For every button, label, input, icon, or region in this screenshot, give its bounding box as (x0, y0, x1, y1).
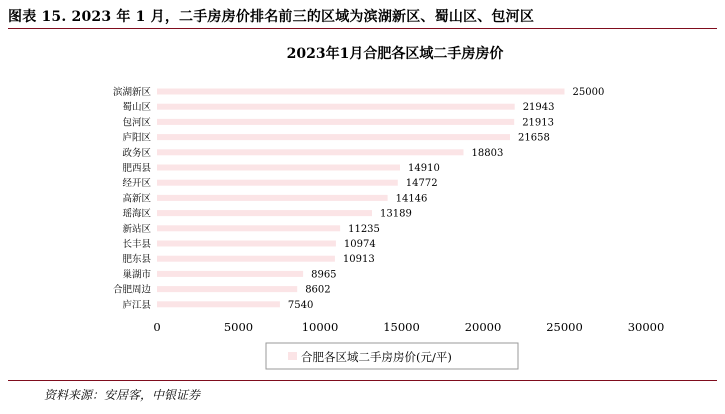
value-label: 14772 (405, 178, 438, 190)
value-label: 14146 (395, 193, 428, 205)
value-label: 14910 (408, 163, 440, 174)
bar (157, 301, 280, 307)
category-label: 肥东县 (122, 254, 151, 266)
bar (157, 271, 303, 277)
value-label: 11235 (348, 223, 380, 235)
category-label: 新站区 (122, 223, 151, 235)
bar (157, 256, 335, 262)
bar (157, 89, 565, 95)
category-label: 滨湖新区 (112, 87, 151, 98)
category-label: 巢湖市 (122, 269, 151, 281)
chart-title: 2023年1月合肥各区域二手房房价 (286, 46, 504, 62)
bar (157, 119, 514, 125)
bar (157, 195, 388, 201)
bar (157, 104, 515, 110)
bar (157, 225, 340, 231)
x-tick-label: 20000 (464, 320, 502, 334)
category-label: 肥西县 (122, 163, 151, 174)
category-label: 合肥周边 (112, 284, 151, 296)
x-tick-label: 30000 (627, 320, 665, 334)
value-label: 18803 (471, 147, 504, 159)
bar (157, 134, 510, 140)
value-label: 8965 (311, 269, 337, 281)
category-label: 经开区 (122, 178, 151, 190)
value-label: 25000 (572, 87, 605, 98)
value-label: 8602 (305, 284, 331, 296)
category-label: 庐江县 (122, 299, 151, 311)
legend-swatch (288, 352, 297, 360)
bar (157, 149, 464, 155)
bar (157, 165, 400, 171)
x-tick-label: 0 (153, 320, 161, 334)
category-label: 包河区 (122, 117, 151, 129)
x-tick-label: 25000 (546, 320, 583, 334)
category-label: 庐阳区 (122, 132, 151, 144)
value-label: 21658 (518, 132, 550, 144)
category-label: 长丰县 (122, 239, 151, 250)
bottom-rule (8, 380, 717, 381)
bar (157, 286, 297, 292)
category-label: 瑶海区 (122, 208, 151, 220)
x-tick-label: 5000 (223, 320, 254, 334)
value-label: 7540 (287, 299, 314, 311)
figure-caption: 图表 15. 2023 年 1 月，二手房房价排名前三的区域为滨湖新区、蜀山区、包河区 (8, 9, 535, 25)
value-label: 21943 (522, 102, 555, 114)
bar (157, 241, 336, 247)
x-tick-label: 15000 (383, 320, 420, 334)
value-label: 10974 (343, 239, 376, 250)
value-label: 10913 (342, 254, 375, 266)
bar (157, 180, 398, 186)
category-label: 蜀山区 (122, 102, 151, 114)
source-note: 资料来源：安居客，中银证券 (44, 388, 201, 402)
category-label: 高新区 (122, 193, 151, 205)
category-label: 政务区 (122, 147, 151, 159)
value-label: 13189 (380, 208, 412, 220)
x-tick-label: 10000 (301, 320, 339, 334)
legend-label: 合肥各区域二手房房价(元/平) (301, 350, 452, 364)
bar (157, 210, 372, 216)
value-label: 21913 (522, 117, 555, 129)
